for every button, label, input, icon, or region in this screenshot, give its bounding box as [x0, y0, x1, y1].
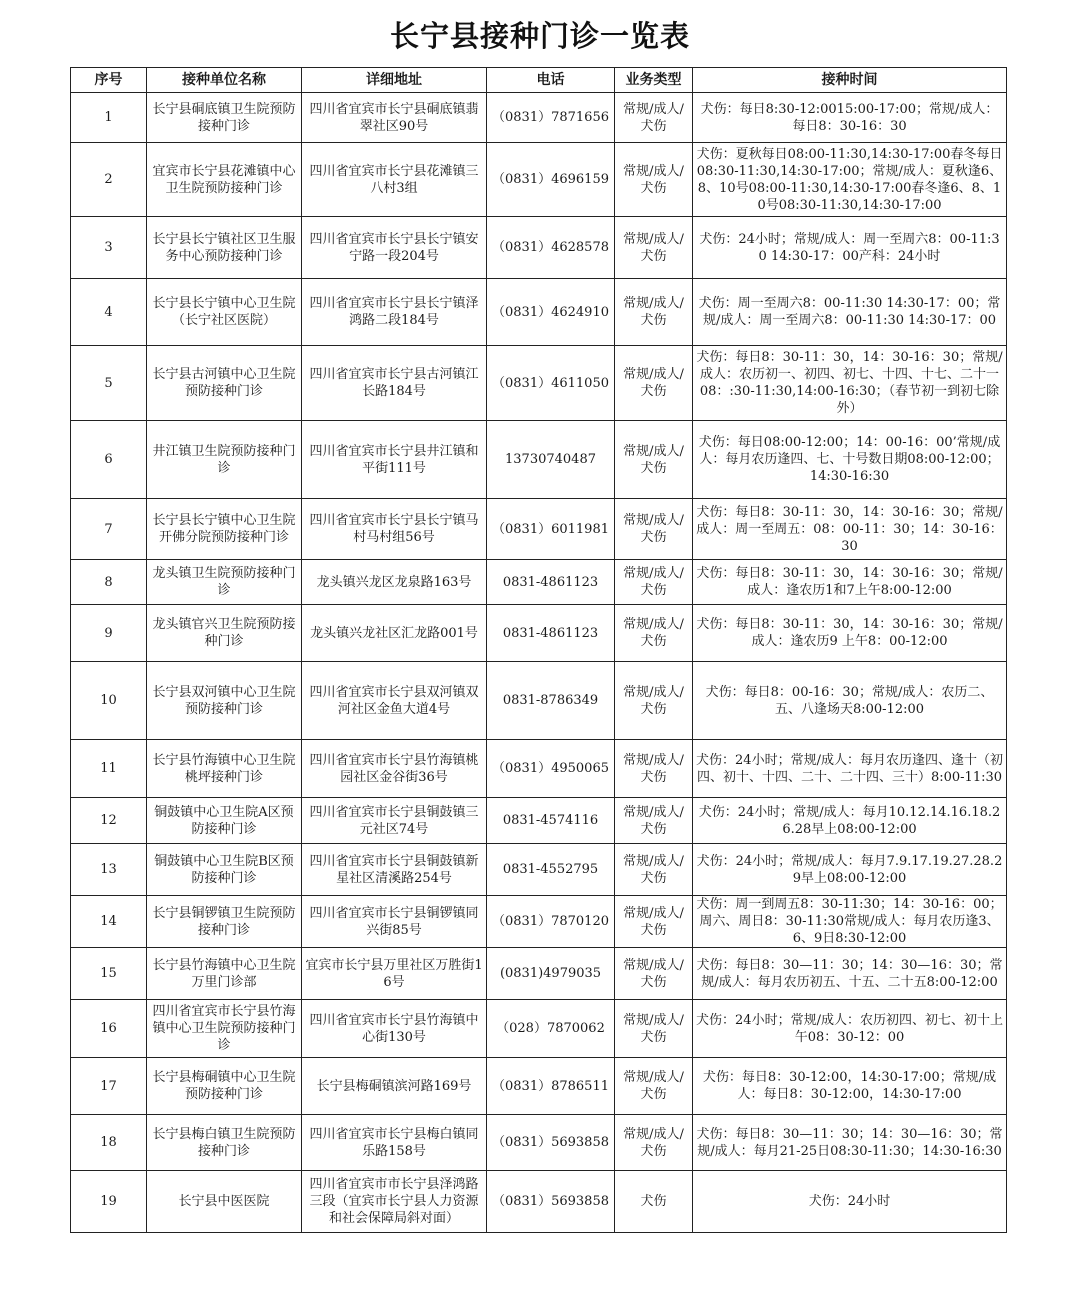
cell-address: 四川省宜宾市长宁县梅白镇同乐路158号	[302, 1115, 487, 1171]
cell-type: 常规/成人/犬伤	[615, 1000, 693, 1058]
cell-name: 铜鼓镇中心卫生院B区预防接种门诊	[147, 844, 302, 896]
cell-time: 犬伤：24小时；常规/成人：每月10.12.14.16.18.26.28早上08:00-12:00	[693, 798, 1007, 844]
cell-type: 常规/成人/犬伤	[615, 844, 693, 896]
cell-no: 16	[71, 1000, 147, 1058]
cell-phone: 0831-4861123	[487, 560, 615, 605]
cell-no: 10	[71, 662, 147, 740]
cell-time: 犬伤：夏秋每日08:00-11:30,14:30-17:00春冬每日08:30-11:30,14:30-17:00；常规/成人：夏秋逢6、8、10号08:00-11:30,14:30-17:00春冬逢6、8、10号08:30-11:30,14:30-17:00	[693, 143, 1007, 217]
table-row	[71, 217, 1007, 279]
cell-name: 长宁县双河镇中心卫生院预防接种门诊	[147, 662, 302, 740]
cell-type: 常规/成人/犬伤	[615, 605, 693, 662]
cell-no: 1	[71, 93, 147, 143]
cell-no: 13	[71, 844, 147, 896]
header-time: 接种时间	[693, 68, 1007, 93]
table-row	[71, 499, 1007, 560]
cell-type: 常规/成人/犬伤	[615, 948, 693, 1000]
cell-name: 长宁县古河镇中心卫生院预防接种门诊	[147, 346, 302, 421]
table-row	[71, 844, 1007, 896]
cell-no: 8	[71, 560, 147, 605]
cell-address: 宜宾市长宁县万里社区万胜街16号	[302, 948, 487, 1000]
cell-time: 犬伤：每日8：30—11：30；14：30—16：30；常规/成人：每月农历初五、十五、二十五8:00-12:00	[693, 948, 1007, 1000]
cell-address: 四川省宜宾市市长宁县泽鸿路三段（宜宾市长宁县人力资源和社会保障局斜对面）	[302, 1171, 487, 1233]
cell-address: 四川省宜宾市长宁县硐底镇翡翠社区90号	[302, 93, 487, 143]
table-row	[71, 560, 1007, 605]
cell-name: 长宁县长宁镇中心卫生院开佛分院预防接种门诊	[147, 499, 302, 560]
cell-phone: （0831）4696159	[487, 143, 615, 217]
cell-phone: (0831)4979035	[487, 948, 615, 1000]
cell-phone: （0831）5693858	[487, 1171, 615, 1233]
header-type: 业务类型	[615, 68, 693, 93]
cell-time: 犬伤：周一至周六8：00-11:30 14:30-17：00；常规/成人：周一至周六8：00-11:30 14:30-17：00	[693, 279, 1007, 346]
cell-type: 常规/成人/犬伤	[615, 1115, 693, 1171]
cell-time: 犬伤：每日8：30-12:00，14:30-17:00；常规/成人：每日8：30-12:00，14:30-17:00	[693, 1058, 1007, 1115]
cell-phone: 0831-4552795	[487, 844, 615, 896]
cell-type: 常规/成人/犬伤	[615, 93, 693, 143]
vaccination-clinic-table	[70, 67, 1007, 1233]
cell-no: 12	[71, 798, 147, 844]
cell-type: 犬伤	[615, 1171, 693, 1233]
cell-time: 犬伤：每日8：00-16：30；常规/成人：农历二、五、八逢场天8:00-12:00	[693, 662, 1007, 740]
cell-phone: （028）7870062	[487, 1000, 615, 1058]
cell-no: 14	[71, 896, 147, 948]
cell-type: 常规/成人/犬伤	[615, 499, 693, 560]
cell-address: 四川省宜宾市长宁县竹海镇中心街130号	[302, 1000, 487, 1058]
cell-type: 常规/成人/犬伤	[615, 217, 693, 279]
cell-phone: （0831）7870120	[487, 896, 615, 948]
cell-phone: （0831）4950065	[487, 740, 615, 798]
table-row	[71, 740, 1007, 798]
cell-phone: （0831）7871656	[487, 93, 615, 143]
table-header-row	[71, 68, 1007, 93]
table-row	[71, 421, 1007, 499]
cell-time: 犬伤：24小时；常规/成人：周一至周六8：00-11:30 14:30-17：00产科：24小时	[693, 217, 1007, 279]
cell-phone: （0831）8786511	[487, 1058, 615, 1115]
cell-type: 常规/成人/犬伤	[615, 279, 693, 346]
cell-type: 常规/成人/犬伤	[615, 740, 693, 798]
cell-address: 四川省宜宾市长宁县长宁镇马村马村组56号	[302, 499, 487, 560]
table-row	[71, 896, 1007, 948]
cell-name: 宜宾市长宁县花滩镇中心卫生院预防接种门诊	[147, 143, 302, 217]
header-name: 接种单位名称	[147, 68, 302, 93]
cell-type: 常规/成人/犬伤	[615, 798, 693, 844]
cell-time: 犬伤：24小时；常规/成人：农历初四、初七、初十上午08：30-12：00	[693, 1000, 1007, 1058]
cell-name: 长宁县竹海镇中心卫生院桃坪接种门诊	[147, 740, 302, 798]
cell-no: 6	[71, 421, 147, 499]
table-row	[71, 143, 1007, 217]
table-row	[71, 948, 1007, 1000]
page-title: 长宁县接种门诊一览表	[389, 19, 690, 53]
cell-type: 常规/成人/犬伤	[615, 421, 693, 499]
cell-name: 长宁县长宁镇中心卫生院（长宁社区医院）	[147, 279, 302, 346]
cell-no: 19	[71, 1171, 147, 1233]
cell-time: 犬伤：24小时；常规/成人：每月农历逢四、逢十（初四、初十、十四、二十、二十四、三十）8:00-11:30	[693, 740, 1007, 798]
cell-no: 4	[71, 279, 147, 346]
cell-no: 9	[71, 605, 147, 662]
table-row	[71, 1115, 1007, 1171]
cell-phone: （0831）6011981	[487, 499, 615, 560]
cell-name: 长宁县梅白镇卫生院预防接种门诊	[147, 1115, 302, 1171]
cell-name: 长宁县中医医院	[147, 1171, 302, 1233]
cell-name: 龙头镇官兴卫生院预防接种门诊	[147, 605, 302, 662]
cell-address: 四川省宜宾市长宁县双河镇双河社区金鱼大道4号	[302, 662, 487, 740]
cell-name: 龙头镇卫生院预防接种门诊	[147, 560, 302, 605]
cell-phone: （0831）5693858	[487, 1115, 615, 1171]
cell-address: 四川省宜宾市长宁县铜鼓镇三元社区74号	[302, 798, 487, 844]
cell-time: 犬伤：24小时	[693, 1171, 1007, 1233]
cell-address: 四川省宜宾市长宁县铜锣镇同兴街85号	[302, 896, 487, 948]
cell-name: 长宁县竹海镇中心卫生院万里门诊部	[147, 948, 302, 1000]
cell-name: 长宁县梅硐镇中心卫生院预防接种门诊	[147, 1058, 302, 1115]
cell-phone: （0831）4628578	[487, 217, 615, 279]
cell-no: 2	[71, 143, 147, 217]
cell-type: 常规/成人/犬伤	[615, 662, 693, 740]
cell-address: 四川省宜宾市长宁县竹海镇桃园社区金谷街36号	[302, 740, 487, 798]
cell-no: 11	[71, 740, 147, 798]
cell-name: 四川省宜宾市长宁县竹海镇中心卫生院预防接种门诊	[147, 1000, 302, 1058]
cell-address: 龙头镇兴龙区龙泉路163号	[302, 560, 487, 605]
cell-phone: 0831-4861123	[487, 605, 615, 662]
cell-time: 犬伤：每日8：30-11：30，14：30-16：30；常规/成人：逢农历9 上午8：00-12:00	[693, 605, 1007, 662]
table-row	[71, 346, 1007, 421]
header-phone: 电话	[487, 68, 615, 93]
cell-phone: 0831-4574116	[487, 798, 615, 844]
cell-no: 15	[71, 948, 147, 1000]
cell-type: 常规/成人/犬伤	[615, 143, 693, 217]
cell-no: 7	[71, 499, 147, 560]
cell-no: 17	[71, 1058, 147, 1115]
cell-address: 四川省宜宾市长宁县古河镇江长路184号	[302, 346, 487, 421]
cell-name: 长宁县长宁镇社区卫生服务中心预防接种门诊	[147, 217, 302, 279]
cell-name: 长宁县铜锣镇卫生院预防接种门诊	[147, 896, 302, 948]
table-row	[71, 605, 1007, 662]
cell-address: 四川省宜宾市长宁县井江镇和平街111号	[302, 421, 487, 499]
table-row	[71, 1058, 1007, 1115]
table-row	[71, 279, 1007, 346]
cell-type: 常规/成人/犬伤	[615, 896, 693, 948]
cell-address: 四川省宜宾市长宁县长宁镇泽鸿路二段184号	[302, 279, 487, 346]
cell-no: 18	[71, 1115, 147, 1171]
cell-phone: （0831）4611050	[487, 346, 615, 421]
cell-time: 犬伤：24小时；常规/成人：每月7.9.17.19.27.28.29早上08:00-12:00	[693, 844, 1007, 896]
cell-address: 长宁县梅硐镇滨河路169号	[302, 1058, 487, 1115]
cell-address: 四川省宜宾市长宁县长宁镇安宁路一段204号	[302, 217, 487, 279]
cell-time: 犬伤：周一到周五8：30-11:30；14：30-16：00；周六、周日8：30-11:30常规/成人：每月农历逢3、6、9日8:30-12:00	[693, 896, 1007, 948]
cell-address: 四川省宜宾市长宁县铜鼓镇新星社区清溪路254号	[302, 844, 487, 896]
cell-no: 3	[71, 217, 147, 279]
cell-name: 井江镇卫生院预防接种门诊	[147, 421, 302, 499]
cell-type: 常规/成人/犬伤	[615, 1058, 693, 1115]
cell-time: 犬伤：每日8：30—11：30；14：30—16：30；常规/成人：每月21-25日08:30-11:30；14:30-16:30	[693, 1115, 1007, 1171]
table-row	[71, 662, 1007, 740]
cell-time: 犬伤：每日8:30-12:0015:00-17:00；常规/成人：每日8：30-16：30	[693, 93, 1007, 143]
cell-type: 常规/成人/犬伤	[615, 346, 693, 421]
table-row	[71, 798, 1007, 844]
cell-time: 犬伤：每日08:00-12:00；14：00-16：00’常规/成人：每月农历逢四、七、十号数日期08:00-12:00；14:30-16:30	[693, 421, 1007, 499]
header-no: 序号	[71, 68, 147, 93]
cell-time: 犬伤：每日8：30-11：30，14：30-16：30；常规/成人：周一至周五：08：00-11：30；14：30-16：30	[693, 499, 1007, 560]
cell-phone: 13730740487	[487, 421, 615, 499]
cell-time: 犬伤：每日8：30-11：30，14：30-16：30；常规/成人：农历初一、初四、初七、十四、十七、二十一08：:30-11:30,14:00-16:30；（春节初一到初七除外）	[693, 346, 1007, 421]
table-row	[71, 1171, 1007, 1233]
cell-address: 龙头镇兴龙社区汇龙路001号	[302, 605, 487, 662]
cell-phone: 0831-8786349	[487, 662, 615, 740]
cell-type: 常规/成人/犬伤	[615, 560, 693, 605]
cell-address: 四川省宜宾市长宁县花滩镇三八村3组	[302, 143, 487, 217]
header-address: 详细地址	[302, 68, 487, 93]
cell-no: 5	[71, 346, 147, 421]
cell-phone: （0831）4624910	[487, 279, 615, 346]
cell-name: 长宁县硐底镇卫生院预防接种门诊	[147, 93, 302, 143]
cell-name: 铜鼓镇中心卫生院A区预防接种门诊	[147, 798, 302, 844]
table-row	[71, 1000, 1007, 1058]
cell-time: 犬伤：每日8：30-11：30，14：30-16：30；常规/成人：逢农历1和7上午8:00-12:00	[693, 560, 1007, 605]
table-row	[71, 93, 1007, 143]
